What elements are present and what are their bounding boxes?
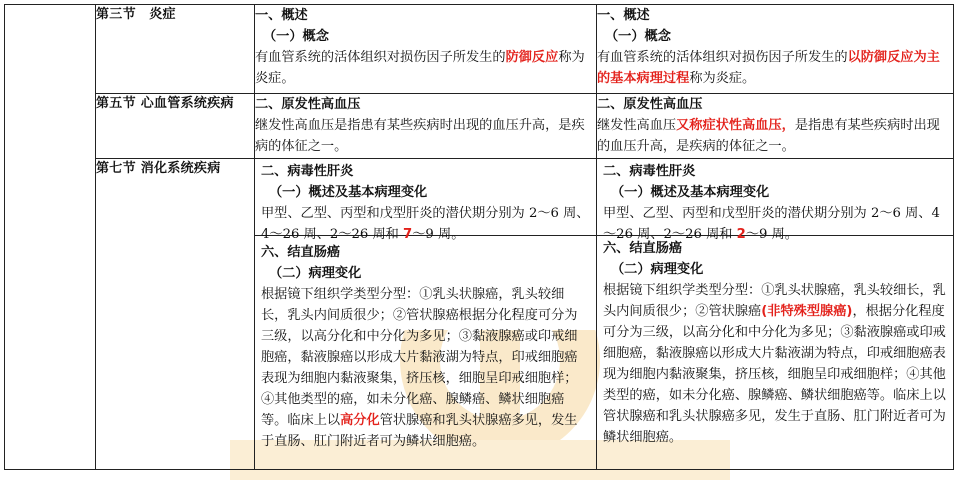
highlight-text: 高分化 xyxy=(340,413,380,428)
comparison-table xyxy=(4,4,954,470)
paragraph: 甲型、乙型、丙型和戊型肝炎的潜伏期分别为 2～6 周、4～26 周、2～26 周和 7～9 周。 xyxy=(261,206,590,242)
highlight-text: 以防御反应为主的基本病理过程 xyxy=(597,50,940,86)
blank-column xyxy=(5,5,96,470)
heading: 二、原发性高血压 xyxy=(597,97,703,112)
heading: 一、概述 xyxy=(255,8,308,23)
subheading: （一）概念 xyxy=(263,29,329,44)
highlight-text: (非特殊型腺癌) xyxy=(761,304,853,319)
paragraph: 继发性高血压又称症状性高血压，是指患有某些疾病时出现的血压升高，是疾病的体征之一。 xyxy=(597,118,940,154)
new-content-cell xyxy=(597,159,954,470)
heading: 六、结直肠癌 xyxy=(261,245,341,260)
highlight-text: 7 xyxy=(403,227,413,242)
section-label: 第三节 炎症 xyxy=(96,7,176,22)
paragraph: 根据镜下组织学类型分型：①乳头状腺癌，乳头较细长，乳头内间质很少；②管状腺癌根据分化程度可分为三级，以高分化和中分化为多见；③黏液腺癌或印戒细胞癌，黏液腺癌以形成大片黏液湖为特点，印戒细胞癌表现为细胞内黏液聚集，挤压核，细胞呈印戒细胞样；④其他类型的癌，如未分化癌、腺鳞癌、鳞状细胞癌等。临床上以高分化管状腺癌和乳头状腺癌多见，发生于直肠、肛门附近者可为鳞状细胞癌。 xyxy=(261,287,578,449)
subheading: （一）概念 xyxy=(605,29,671,44)
new-content-cell xyxy=(597,94,954,159)
old-content-cell xyxy=(255,5,597,94)
paragraph: 有血管系统的活体组织对损伤因子所发生的防御反应称为炎症。 xyxy=(255,50,585,86)
heading: 六、结直肠癌 xyxy=(603,241,683,256)
paragraph: 有血管系统的活体组织对损伤因子所发生的以防御反应为主的基本病理过程称为炎症。 xyxy=(597,50,940,86)
heading: 一、概述 xyxy=(597,8,650,23)
section-title xyxy=(96,5,255,94)
subheading: （一）概述及基本病理变化 xyxy=(611,185,770,200)
subheading: （二）病理变化 xyxy=(269,266,362,281)
highlight-text: 又称症状性高血压， xyxy=(676,118,795,133)
highlight-text: 防御反应 xyxy=(505,50,559,65)
old-content-cell xyxy=(255,159,597,470)
section-label: 第七节 消化系统疾病 xyxy=(96,161,221,176)
old-content-cell xyxy=(255,94,597,159)
section-title xyxy=(96,94,255,159)
colorectal-block xyxy=(255,236,596,454)
section-label: 第五节 心血管系统疾病 xyxy=(96,96,234,111)
table-row xyxy=(5,94,954,159)
hepatitis-block xyxy=(597,159,953,242)
paragraph: 甲型、乙型、丙型和戊型肝炎的潜伏期分别为 2～6 周、4～26 周、2～26 周和 2～9 周。 xyxy=(603,206,940,242)
hepatitis-block xyxy=(255,159,596,242)
heading: 二、病毒性肝炎 xyxy=(603,164,696,179)
heading: 二、病毒性肝炎 xyxy=(261,164,354,179)
new-content-cell xyxy=(597,5,954,94)
subheading: （二）病理变化 xyxy=(611,262,704,277)
highlight-text: 2 xyxy=(736,227,746,242)
subheading: （一）概述及基本病理变化 xyxy=(269,185,428,200)
paragraph: 继发性高血压是指患有某些疾病时出现的血压升高，是疾病的体征之一。 xyxy=(255,118,585,154)
table-row xyxy=(5,159,954,470)
colorectal-block xyxy=(597,236,953,450)
section-title xyxy=(96,159,255,470)
paragraph: 根据镜下组织学类型分型：①乳头状腺癌，乳头较细长，乳头内间质很少；②管状腺癌(非特殊型腺癌)，根据分化程度可分为三级，以高分化和中分化为多见；③黏液腺癌或印戒细胞癌，黏液腺癌以形成大片黏液湖为特点，印戒细胞癌表现为细胞内黏液聚集，挤压核，细胞呈印戒细胞样；④其他类型的癌，如未分化癌、腺鳞癌、鳞状细胞癌等。临床上以管状腺癌和乳头状腺癌多见，发生于直肠、肛门附近者可为鳞状细胞癌。 xyxy=(603,283,946,445)
heading: 二、原发性高血压 xyxy=(255,97,361,112)
table-row xyxy=(5,5,954,94)
